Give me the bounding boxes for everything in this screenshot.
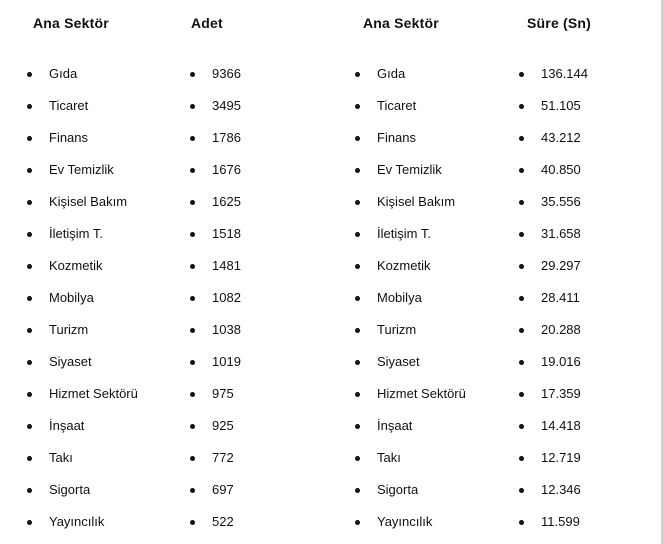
bullet-icon [190, 392, 195, 397]
bullet-icon [190, 72, 195, 77]
sector-item-text: Gıda [377, 66, 406, 81]
count-item-text: 3495 [212, 98, 241, 113]
bullet-icon [27, 392, 32, 397]
bullet-icon [190, 360, 195, 365]
count-item-text: 1676 [212, 162, 241, 177]
count-item-text: 1786 [212, 130, 241, 145]
bullet-icon [355, 264, 360, 269]
bullet-icon [190, 200, 195, 205]
duration-item-text: 31.658 [541, 226, 581, 241]
header-count: Adet [191, 15, 223, 31]
bullet-icon [355, 72, 360, 77]
bullet-icon [27, 424, 32, 429]
bullet-icon [519, 264, 524, 269]
bullet-icon [27, 328, 32, 333]
bullet-icon [27, 232, 32, 237]
duration-item-text: 19.016 [541, 354, 581, 369]
bullet-icon [27, 72, 32, 77]
sector-item-text: İletişim T. [377, 226, 431, 241]
bullet-icon [190, 136, 195, 141]
sector-item-text: Takı [377, 450, 401, 465]
bullet-icon [190, 104, 195, 109]
duration-item-text: 14.418 [541, 418, 581, 433]
bullet-icon [355, 392, 360, 397]
duration-item-text: 12.719 [541, 450, 581, 465]
sector-item-text: İnşaat [377, 418, 413, 433]
bullet-icon [519, 296, 524, 301]
header-sector-right: Ana Sektör [363, 15, 439, 31]
bullet-icon [355, 360, 360, 365]
bullet-icon [355, 456, 360, 461]
sector-item-text: Finans [49, 130, 89, 145]
sector-item-text: Finans [377, 130, 417, 145]
count-item-text: 1625 [212, 194, 241, 209]
sector-item-text: Ticaret [377, 98, 417, 113]
bullet-icon [355, 520, 360, 525]
bullet-icon [519, 136, 524, 141]
sector-item-text: Hizmet Sektörü [377, 386, 466, 401]
bullet-icon [355, 136, 360, 141]
sector-item-text: Gıda [49, 66, 78, 81]
bullet-icon [190, 424, 195, 429]
sector-item-text: Mobilya [377, 290, 422, 305]
duration-item-text: 136.144 [541, 66, 588, 81]
duration-item-text: 35.556 [541, 194, 581, 209]
sector-item-text: Takı [49, 450, 73, 465]
bullet-icon [519, 232, 524, 237]
sector-item-text: Sigorta [49, 482, 91, 497]
header-duration: Süre (Sn) [527, 15, 592, 31]
bullet-icon [27, 360, 32, 365]
bullet-icon [27, 104, 32, 109]
bullet-icon [190, 456, 195, 461]
bullet-icon [190, 520, 195, 525]
bullet-icon [190, 264, 195, 269]
bullet-icon [355, 488, 360, 493]
sector-item-text: İletişim T. [49, 226, 103, 241]
bullet-icon [27, 200, 32, 205]
count-item-text: 975 [212, 386, 234, 401]
bullet-icon [519, 424, 524, 429]
bullet-icon [190, 168, 195, 173]
bullet-icon [190, 296, 195, 301]
sector-item-text: Yayıncılık [377, 514, 433, 529]
bullet-icon [27, 456, 32, 461]
duration-item-text: 40.850 [541, 162, 581, 177]
count-item-text: 9366 [212, 66, 241, 81]
bullet-icon [355, 104, 360, 109]
sector-item-text: İnşaat [49, 418, 85, 433]
bullet-icon [519, 104, 524, 109]
sector-item-text: Siyaset [49, 354, 92, 369]
count-item-text: 1481 [212, 258, 241, 273]
sector-item-text: Mobilya [49, 290, 94, 305]
bullet-icon [355, 168, 360, 173]
count-item-text: 1019 [212, 354, 241, 369]
count-item-text: 1518 [212, 226, 241, 241]
count-item-text: 697 [212, 482, 234, 497]
bullet-icon [355, 296, 360, 301]
bullet-icon [519, 392, 524, 397]
count-item-text: 772 [212, 450, 234, 465]
bullet-icon [519, 520, 524, 525]
sector-item-text: Turizm [377, 322, 417, 337]
bullet-icon [355, 328, 360, 333]
bullet-icon [190, 232, 195, 237]
bullet-icon [190, 328, 195, 333]
bullet-icon [27, 488, 32, 493]
bullet-icon [27, 136, 32, 141]
bullet-icon [519, 488, 524, 493]
sector-item-text: Yayıncılık [49, 514, 105, 529]
duration-item-text: 29.297 [541, 258, 581, 273]
sector-item-text: Ev Temizlik [377, 162, 442, 177]
sector-item-text: Siyaset [377, 354, 420, 369]
bullet-icon [27, 264, 32, 269]
duration-item-text: 43.212 [541, 130, 581, 145]
bullet-icon [519, 72, 524, 77]
bullet-icon [27, 168, 32, 173]
sector-item-text: Kozmetik [49, 258, 103, 273]
count-item-text: 522 [212, 514, 234, 529]
sector-item-text: Turizm [49, 322, 89, 337]
count-item-text: 925 [212, 418, 234, 433]
count-item-text: 1038 [212, 322, 241, 337]
bullet-icon [519, 328, 524, 333]
sector-item-text: Kozmetik [377, 258, 431, 273]
bullet-icon [190, 488, 195, 493]
count-item-text: 1082 [212, 290, 241, 305]
duration-item-text: 20.288 [541, 322, 581, 337]
sector-item-text: Sigorta [377, 482, 419, 497]
duration-item-text: 17.359 [541, 386, 581, 401]
duration-item-text: 12.346 [541, 482, 581, 497]
header-sector-left: Ana Sektör [33, 15, 109, 31]
bullet-icon [355, 232, 360, 237]
duration-item-text: 51.105 [541, 98, 581, 113]
bullet-icon [355, 424, 360, 429]
duration-item-text: 11.599 [541, 514, 580, 529]
sector-item-text: Kişisel Bakım [377, 194, 456, 209]
duration-item-text: 28.411 [541, 290, 580, 305]
bullet-icon [27, 296, 32, 301]
sector-item-text: Ev Temizlik [49, 162, 114, 177]
bullet-icon [519, 360, 524, 365]
bullet-icon [519, 200, 524, 205]
bullet-icon [519, 168, 524, 173]
bullet-icon [27, 520, 32, 525]
bullet-icon [519, 456, 524, 461]
bullet-icon [355, 200, 360, 205]
sector-item-text: Hizmet Sektörü [49, 386, 138, 401]
sector-item-text: Ticaret [49, 98, 89, 113]
sector-item-text: Kişisel Bakım [49, 194, 128, 209]
